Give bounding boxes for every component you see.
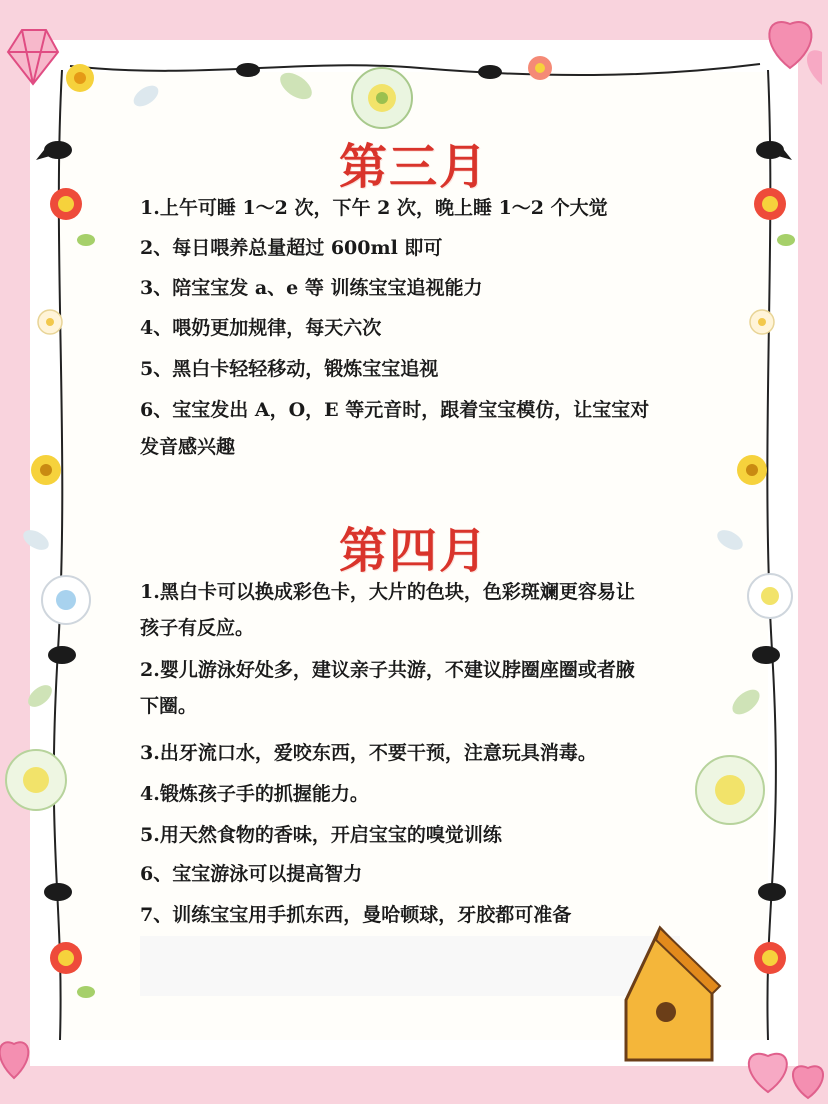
list-item: 4、喂奶更加规律，每天六次 bbox=[140, 317, 382, 339]
list-item-line: 2.婴儿游泳好处多，建议亲子共游，不建议脖圈座圈或者腋 bbox=[140, 659, 635, 681]
flower-icon bbox=[750, 310, 774, 334]
list-item: 7、训练宝宝用手抓东西，曼哈顿球，牙胶都可准备 bbox=[140, 904, 572, 926]
heart-icon bbox=[0, 1042, 28, 1078]
flower-icon bbox=[696, 756, 764, 824]
list-item-line: 1.黑白卡可以换成彩色卡，大片的色块，色彩斑斓更容易让 bbox=[140, 581, 635, 603]
list-item: 4.锻炼孩子手的抓握能力。 bbox=[140, 783, 369, 805]
flower-icon bbox=[352, 68, 412, 128]
list-item bbox=[140, 655, 700, 721]
gem-icon bbox=[8, 30, 58, 84]
leaf-icon bbox=[276, 67, 317, 104]
blank-strip bbox=[140, 936, 680, 996]
leaf-icon bbox=[130, 81, 162, 110]
leaf-icon bbox=[777, 234, 795, 246]
leaf-icon bbox=[24, 681, 56, 711]
flower-icon bbox=[66, 64, 94, 92]
list-item: 1.上午可睡 1～2 次，下午 2 次，晚上睡 1～2 个大觉 bbox=[140, 197, 608, 219]
flower-icon bbox=[737, 455, 767, 485]
flower-icon bbox=[528, 56, 552, 80]
bird-icon bbox=[236, 63, 260, 77]
heart-icon bbox=[749, 1054, 823, 1098]
bird-icon bbox=[48, 646, 76, 664]
list-item: 5.用天然食物的香味，开启宝宝的嗅觉训练 bbox=[140, 824, 502, 846]
list-item-line: 下圈。 bbox=[140, 695, 198, 717]
list-item: 5、黑白卡轻轻移动，锻炼宝宝追视 bbox=[140, 358, 439, 380]
flower-icon bbox=[6, 750, 66, 810]
list-item: 3.出牙流口水，爱咬东西，不要干预，注意玩具消毒。 bbox=[140, 742, 597, 764]
bird-icon bbox=[758, 883, 786, 901]
list-item: 6、宝宝游泳可以提高智力 bbox=[140, 863, 363, 885]
flower-icon bbox=[50, 942, 82, 974]
list-item-line: 6、宝宝发出 A，O，E 等元音时，跟着宝宝模仿，让宝宝对 bbox=[140, 399, 650, 421]
list-item-line: 发音感兴趣 bbox=[140, 436, 236, 458]
flower-icon bbox=[38, 310, 62, 334]
list-item-line: 孩子有反应。 bbox=[140, 617, 255, 639]
heart-icon bbox=[769, 22, 822, 85]
flower-icon bbox=[42, 576, 90, 624]
list-item bbox=[140, 395, 700, 462]
list-item bbox=[140, 577, 700, 643]
leaf-icon bbox=[728, 685, 764, 719]
flower-icon bbox=[754, 942, 786, 974]
section-title-month3: 第三月 bbox=[338, 139, 489, 195]
leaf-icon bbox=[77, 234, 95, 246]
flower-icon bbox=[31, 455, 61, 485]
bird-icon bbox=[44, 883, 72, 901]
list-item: 3、陪宝宝发 a、e 等 训练宝宝追视能力 bbox=[140, 277, 483, 299]
section-title-month4: 第四月 bbox=[338, 523, 489, 579]
bird-icon bbox=[752, 646, 780, 664]
leaf-icon bbox=[77, 986, 95, 998]
bird-icon bbox=[478, 65, 502, 79]
vine-top bbox=[70, 64, 760, 75]
list-item: 2、每日喂养总量超过 600ml 即可 bbox=[140, 237, 443, 259]
